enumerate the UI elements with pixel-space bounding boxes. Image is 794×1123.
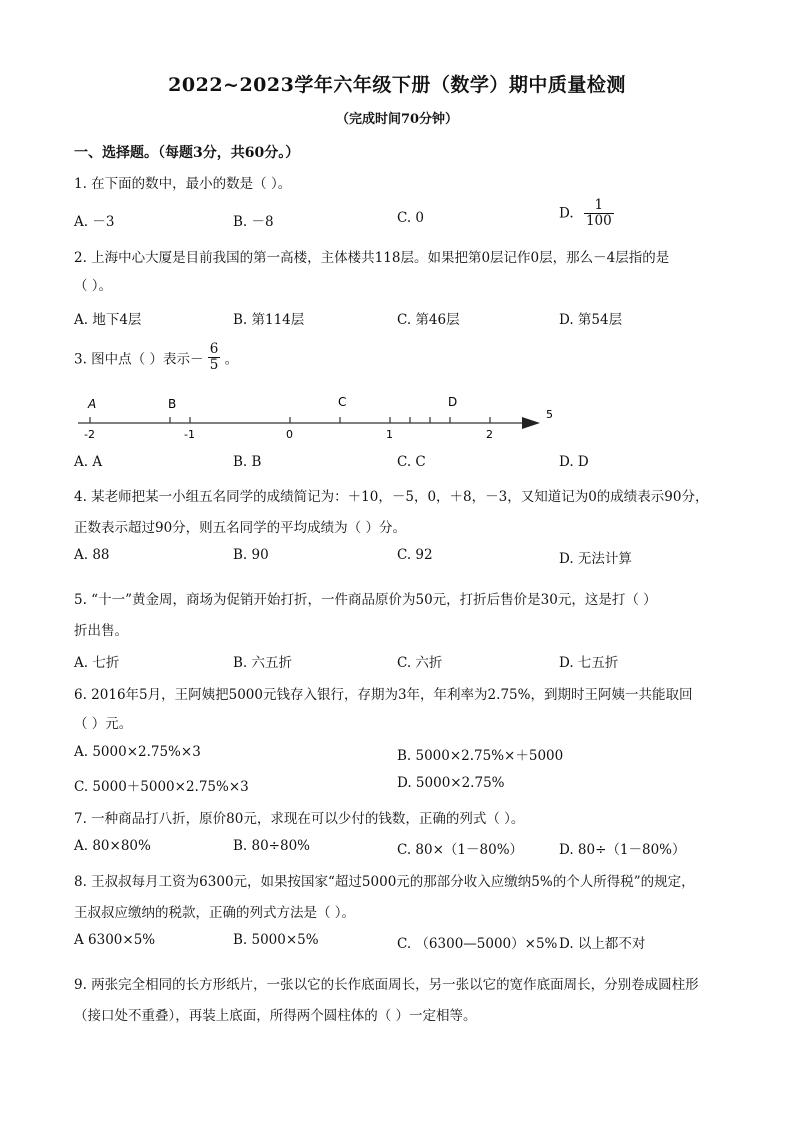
question-1-text: 1. 在下面的数中，最小的数是（ ）。 xyxy=(74,176,292,192)
tick-label: -2 xyxy=(84,428,95,441)
question-5-option-c: C. 六折 xyxy=(397,655,443,671)
question-2-text-line2: （ ）。 xyxy=(74,278,113,294)
question-2-option-c: C. 第46层 xyxy=(397,312,460,328)
question-6-text-line1: 6. 2016年5月，王阿姨把5000元钱存入银行，存期为3年，年利率为2.75%，到期时王阿姨一共能取回 xyxy=(74,687,693,703)
question-1-option-c: C. 0 xyxy=(397,210,425,226)
question-3-text xyxy=(74,342,238,373)
tick-label: -1 xyxy=(184,428,195,441)
question-7-option-b: B. 80÷80% xyxy=(233,838,310,854)
question-3-option-a: A. A xyxy=(74,454,103,470)
question-1-option-d-label: D. xyxy=(559,205,574,222)
number-line xyxy=(70,388,560,444)
point-label-b: B xyxy=(168,397,177,411)
fraction xyxy=(584,198,614,229)
fraction-denominator: 5 xyxy=(209,356,219,373)
question-1-option-d xyxy=(559,198,614,229)
question-1-option-a: A. －3 xyxy=(74,214,115,230)
question-6-option-b: B. 5000×2.75%×＋5000 xyxy=(397,748,564,764)
question-8-option-d: D. 以上都不对 xyxy=(559,936,646,952)
question-4-option-d: D. 无法计算 xyxy=(559,551,632,567)
number-line-end-label: 5 xyxy=(546,408,553,421)
question-9-text-line1: 9. 两张完全相同的长方形纸片，一张以它的长作底面周长，另一张以它的宽作底面周长，分别卷成圆柱形 xyxy=(74,977,699,993)
point-label-c: C xyxy=(338,395,347,409)
question-6-option-a: A. 5000×2.75%×3 xyxy=(74,744,201,760)
question-3-text-before: 3. 图中点（ ）表示－ xyxy=(74,351,204,368)
page-subtitle: （完成时间70分钟） xyxy=(335,112,459,127)
question-4-option-a: A. 88 xyxy=(74,547,110,563)
question-3-text-after: 。 xyxy=(224,351,239,368)
question-6-option-d: D. 5000×2.75% xyxy=(397,775,505,791)
question-5-text-line2: 折出售。 xyxy=(74,623,128,639)
question-2-text-line1: 2. 上海中心大厦是目前我国的第一高楼，主体楼共118层。如果把第0层记作0层，那么－4层指的是 xyxy=(74,250,670,266)
point-label-a: A xyxy=(88,397,97,411)
question-2-option-b: B. 第114层 xyxy=(233,312,305,328)
question-8-text-line2: 王叔叔应缴纳的税款，正确的列式方法是（ ）。 xyxy=(74,905,356,921)
question-7-option-d: D. 80÷（1－80%） xyxy=(559,842,686,858)
question-7-option-c: C. 80×（1－80%） xyxy=(397,842,524,858)
question-8-option-a: A 6300×5% xyxy=(74,932,156,948)
question-8-option-b: B. 5000×5% xyxy=(233,932,319,948)
question-4-option-c: C. 92 xyxy=(397,547,433,563)
question-7-text: 7. 一种商品打八折，原价80元，求现在可以少付的钱数，正确的列式（ ）。 xyxy=(74,811,525,827)
question-4-option-b: B. 90 xyxy=(233,547,269,563)
question-2-option-a: A. 地下4层 xyxy=(74,312,142,328)
fraction-numerator: 1 xyxy=(594,197,604,213)
question-9-text-line2: （接口处不重叠），再装上底面，所得两个圆柱体的（ ）一定相等。 xyxy=(74,1008,477,1024)
question-4-text-line1: 4. 某老师把某一小组五名同学的成绩简记为：＋10，－5，0，＋8，－3，又知道记为0的成绩表示90分， xyxy=(74,489,709,505)
question-8-option-c: C. （6300—5000）×5% xyxy=(397,936,558,952)
question-5-option-b: B. 六五折 xyxy=(233,655,293,671)
fraction-numerator: 6 xyxy=(209,341,219,357)
question-6-text-line2: （ ）元。 xyxy=(74,716,133,732)
tick-label: 2 xyxy=(486,428,493,441)
number-line-arrow xyxy=(522,417,540,429)
question-1-option-b: B. －8 xyxy=(233,214,274,230)
tick-label: 0 xyxy=(286,428,293,441)
fraction xyxy=(208,342,221,373)
question-6-option-c: C. 5000＋5000×2.75%×3 xyxy=(74,779,249,795)
question-3-option-c: C. C xyxy=(397,454,426,470)
question-8-text-line1: 8. 王叔叔每月工资为6300元，如果按国家“超过5000元的那部分收入应缴纳5%的个人所得税”的规定， xyxy=(74,874,695,890)
question-4-text-line2: 正数表示超过90分，则五名同学的平均成绩为（ ）分。 xyxy=(74,520,406,536)
section-title: 一、选择题。（每题3分，共60分。） xyxy=(74,145,300,161)
question-5-option-d: D. 七五折 xyxy=(559,655,619,671)
page-title: 2022~2023学年六年级下册（数学）期中质量检测 xyxy=(168,74,626,96)
question-5-text-line1: 5. “十一”黄金周，商场为促销开始打折，一件商品原价为50元，打折后售价是30元，这是打（ ） xyxy=(74,592,657,608)
question-5-option-a: A. 七折 xyxy=(74,655,120,671)
question-2-option-d: D. 第54层 xyxy=(559,312,623,328)
question-3-option-b: B. B xyxy=(233,454,262,470)
fraction-denominator: 100 xyxy=(585,212,612,229)
tick-label: 1 xyxy=(386,428,393,441)
point-label-d: D xyxy=(448,395,458,409)
question-7-option-a: A. 80×80% xyxy=(74,838,151,854)
question-3-option-d: D. D xyxy=(559,454,589,470)
